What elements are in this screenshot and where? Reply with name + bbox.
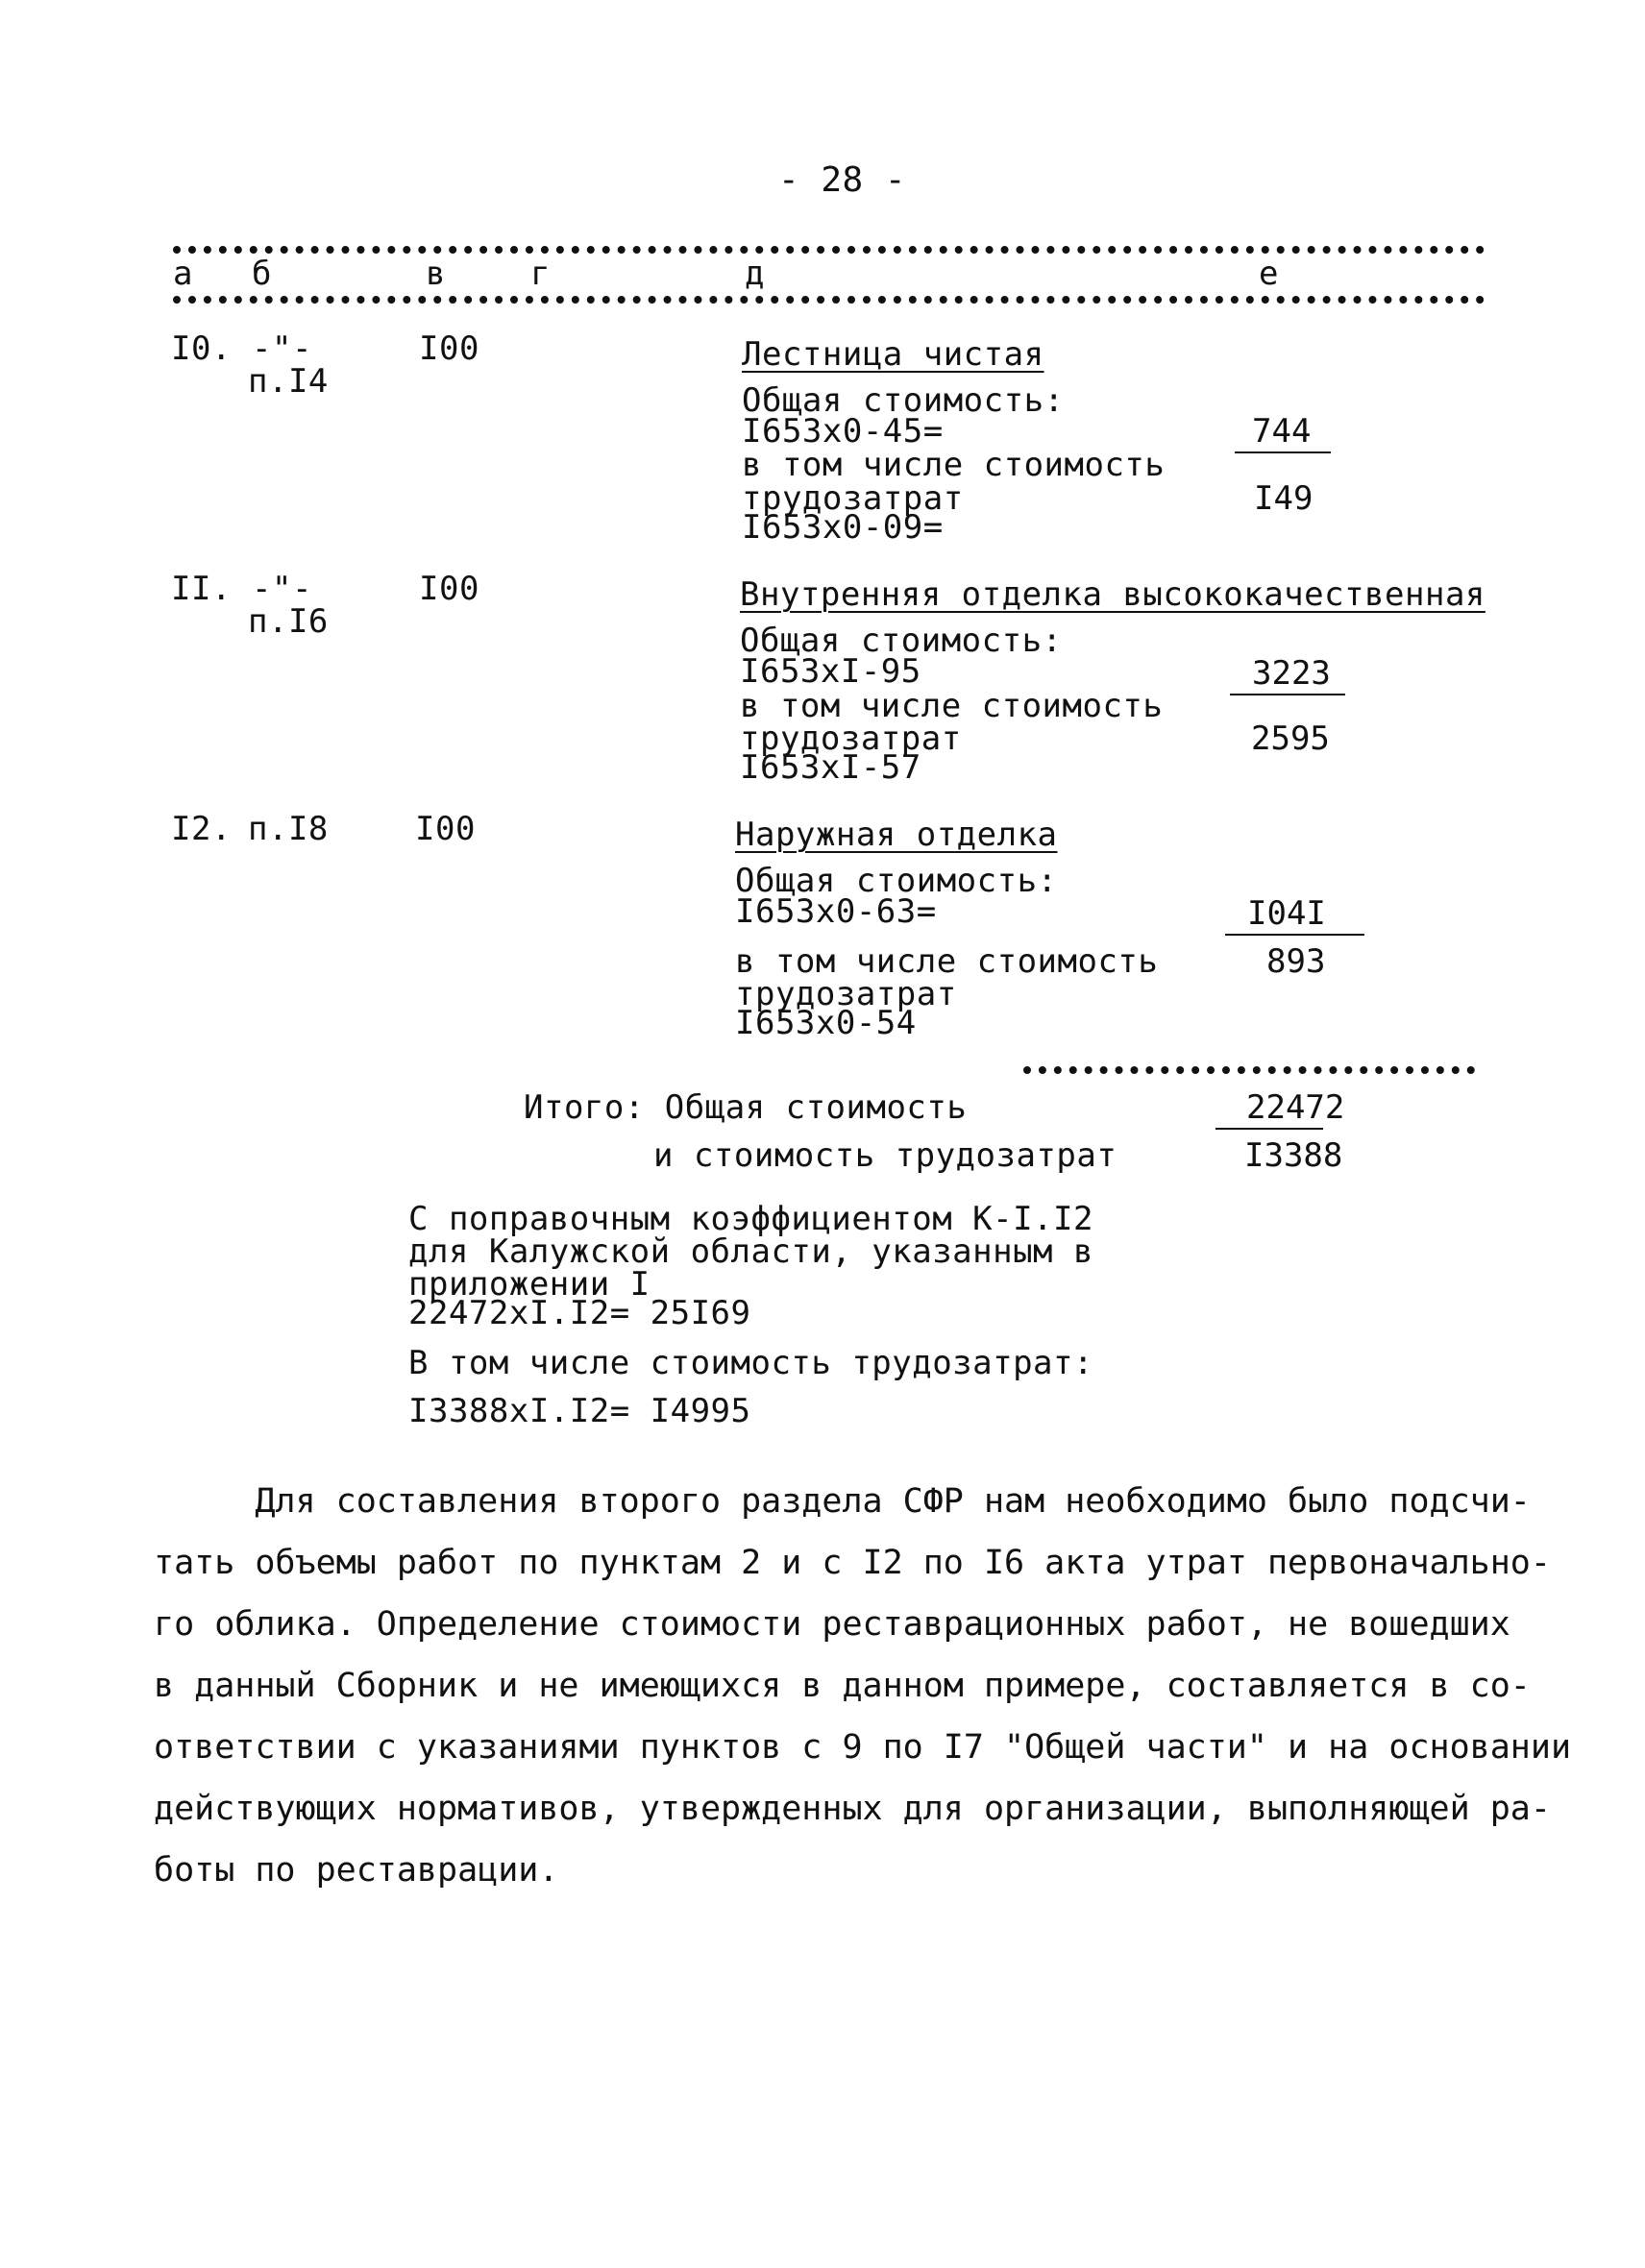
row-labor-value: 893	[1266, 942, 1326, 981]
value-underline	[1215, 1128, 1323, 1130]
row-title: Лестница чистая	[742, 335, 1044, 374]
row-labor-formula: I653x0-09=	[742, 508, 944, 547]
row-ref: п.I8	[248, 810, 329, 848]
row-labor-label: в том числе стоимость	[742, 446, 1166, 484]
row-labor-label: в том числе стоимость	[735, 942, 1159, 981]
row-number: II.	[171, 570, 232, 608]
column-header-b: б	[252, 255, 272, 293]
correction-labor-label: В том числе стоимость трудозатрат:	[408, 1344, 1093, 1382]
correction-line: С поправочным коэффициентом К-I.I2	[408, 1200, 1093, 1238]
totals-labor-value: I3388	[1244, 1136, 1343, 1175]
row-total-value: I04I	[1247, 894, 1326, 933]
body-paragraph-line: боты по реставрации.	[154, 1851, 559, 1890]
body-paragraph-line: Для составления второго раздела СФР нам необходимо было подсчи-	[154, 1482, 1531, 1521]
column-header-g: г	[530, 255, 551, 293]
row-labor-formula: I653xI-57	[740, 748, 921, 787]
row-number: I0.	[171, 329, 232, 368]
totals-label: Итого: Общая стоимость	[524, 1088, 968, 1127]
body-paragraph-line: в данный Сборник и не имеющихся в данном примере, составляется в со-	[154, 1667, 1531, 1705]
row-labor-label: в том числе стоимость	[740, 687, 1164, 725]
value-underline	[1225, 934, 1364, 936]
correction-labor-calculation: I3388xI.I2= I4995	[408, 1392, 751, 1430]
row-quantity: I00	[419, 329, 479, 368]
value-underline	[1230, 694, 1345, 695]
body-paragraph-line: го облика. Определение стоимости реставрационных работ, не вошедших	[154, 1605, 1510, 1644]
row-ref-item: п.I6	[248, 602, 329, 641]
body-paragraph-line: тать объемы работ по пунктам 2 и с I2 по I6 акта утрат первоначально-	[154, 1544, 1551, 1582]
row-total-formula: I653x0-45=	[742, 412, 944, 451]
row-labor-value: I49	[1254, 479, 1314, 518]
body-paragraph-line: действующих нормативов, утвержденных для организации, выполняющей ра-	[154, 1790, 1551, 1828]
row-quantity: I00	[415, 810, 476, 848]
header-dotted-rule-top	[173, 246, 1485, 254]
row-total-value: 3223	[1252, 654, 1331, 693]
row-labor-value: 2595	[1251, 719, 1330, 758]
totals-labor-label: и стоимость трудозатрат	[653, 1136, 1117, 1175]
row-quantity: I00	[419, 570, 479, 608]
row-total-formula: I653xI-95	[740, 652, 921, 691]
correction-calculation: 22472xI.I2= 25I69	[408, 1294, 751, 1332]
body-paragraph-line: ответствии с указаниями пунктов с 9 по I7 "Общей части" и на основании	[154, 1728, 1572, 1767]
row-ref: -"-	[252, 570, 312, 608]
row-title: Внутренняя отделка высококачественная	[740, 575, 1485, 614]
row-labor-formula: I653x0-54	[735, 1004, 917, 1042]
correction-line: для Калужской области, указанным в	[408, 1232, 1093, 1271]
column-header-v: в	[426, 255, 446, 293]
column-header-e: е	[1259, 255, 1279, 293]
row-total-label: Общая стоимость:	[735, 862, 1058, 900]
row-labor-label-cont: трудозатрат	[735, 975, 957, 1013]
row-total-formula: I653x0-63=	[735, 892, 937, 931]
column-header-a: а	[173, 255, 193, 293]
row-labor-label-cont: трудозатрат	[742, 479, 964, 518]
page-number: - 28 -	[778, 160, 907, 200]
row-ref: -"-	[252, 329, 312, 368]
row-ref-item: п.I4	[248, 362, 329, 401]
row-number: I2.	[171, 810, 232, 848]
row-title: Наружная отделка	[735, 816, 1058, 854]
row-total-label: Общая стоимость:	[740, 622, 1063, 660]
row-labor-label-cont: трудозатрат	[740, 719, 962, 758]
header-dotted-rule-bottom	[173, 296, 1485, 304]
totals-dotted-rule	[1023, 1066, 1475, 1074]
correction-line: приложении I	[408, 1265, 651, 1304]
totals-value: 22472	[1246, 1088, 1345, 1127]
column-header-d: д	[745, 255, 765, 293]
value-underline	[1235, 451, 1331, 453]
row-total-value: 744	[1252, 412, 1312, 451]
row-total-label: Общая стоимость:	[742, 381, 1065, 420]
